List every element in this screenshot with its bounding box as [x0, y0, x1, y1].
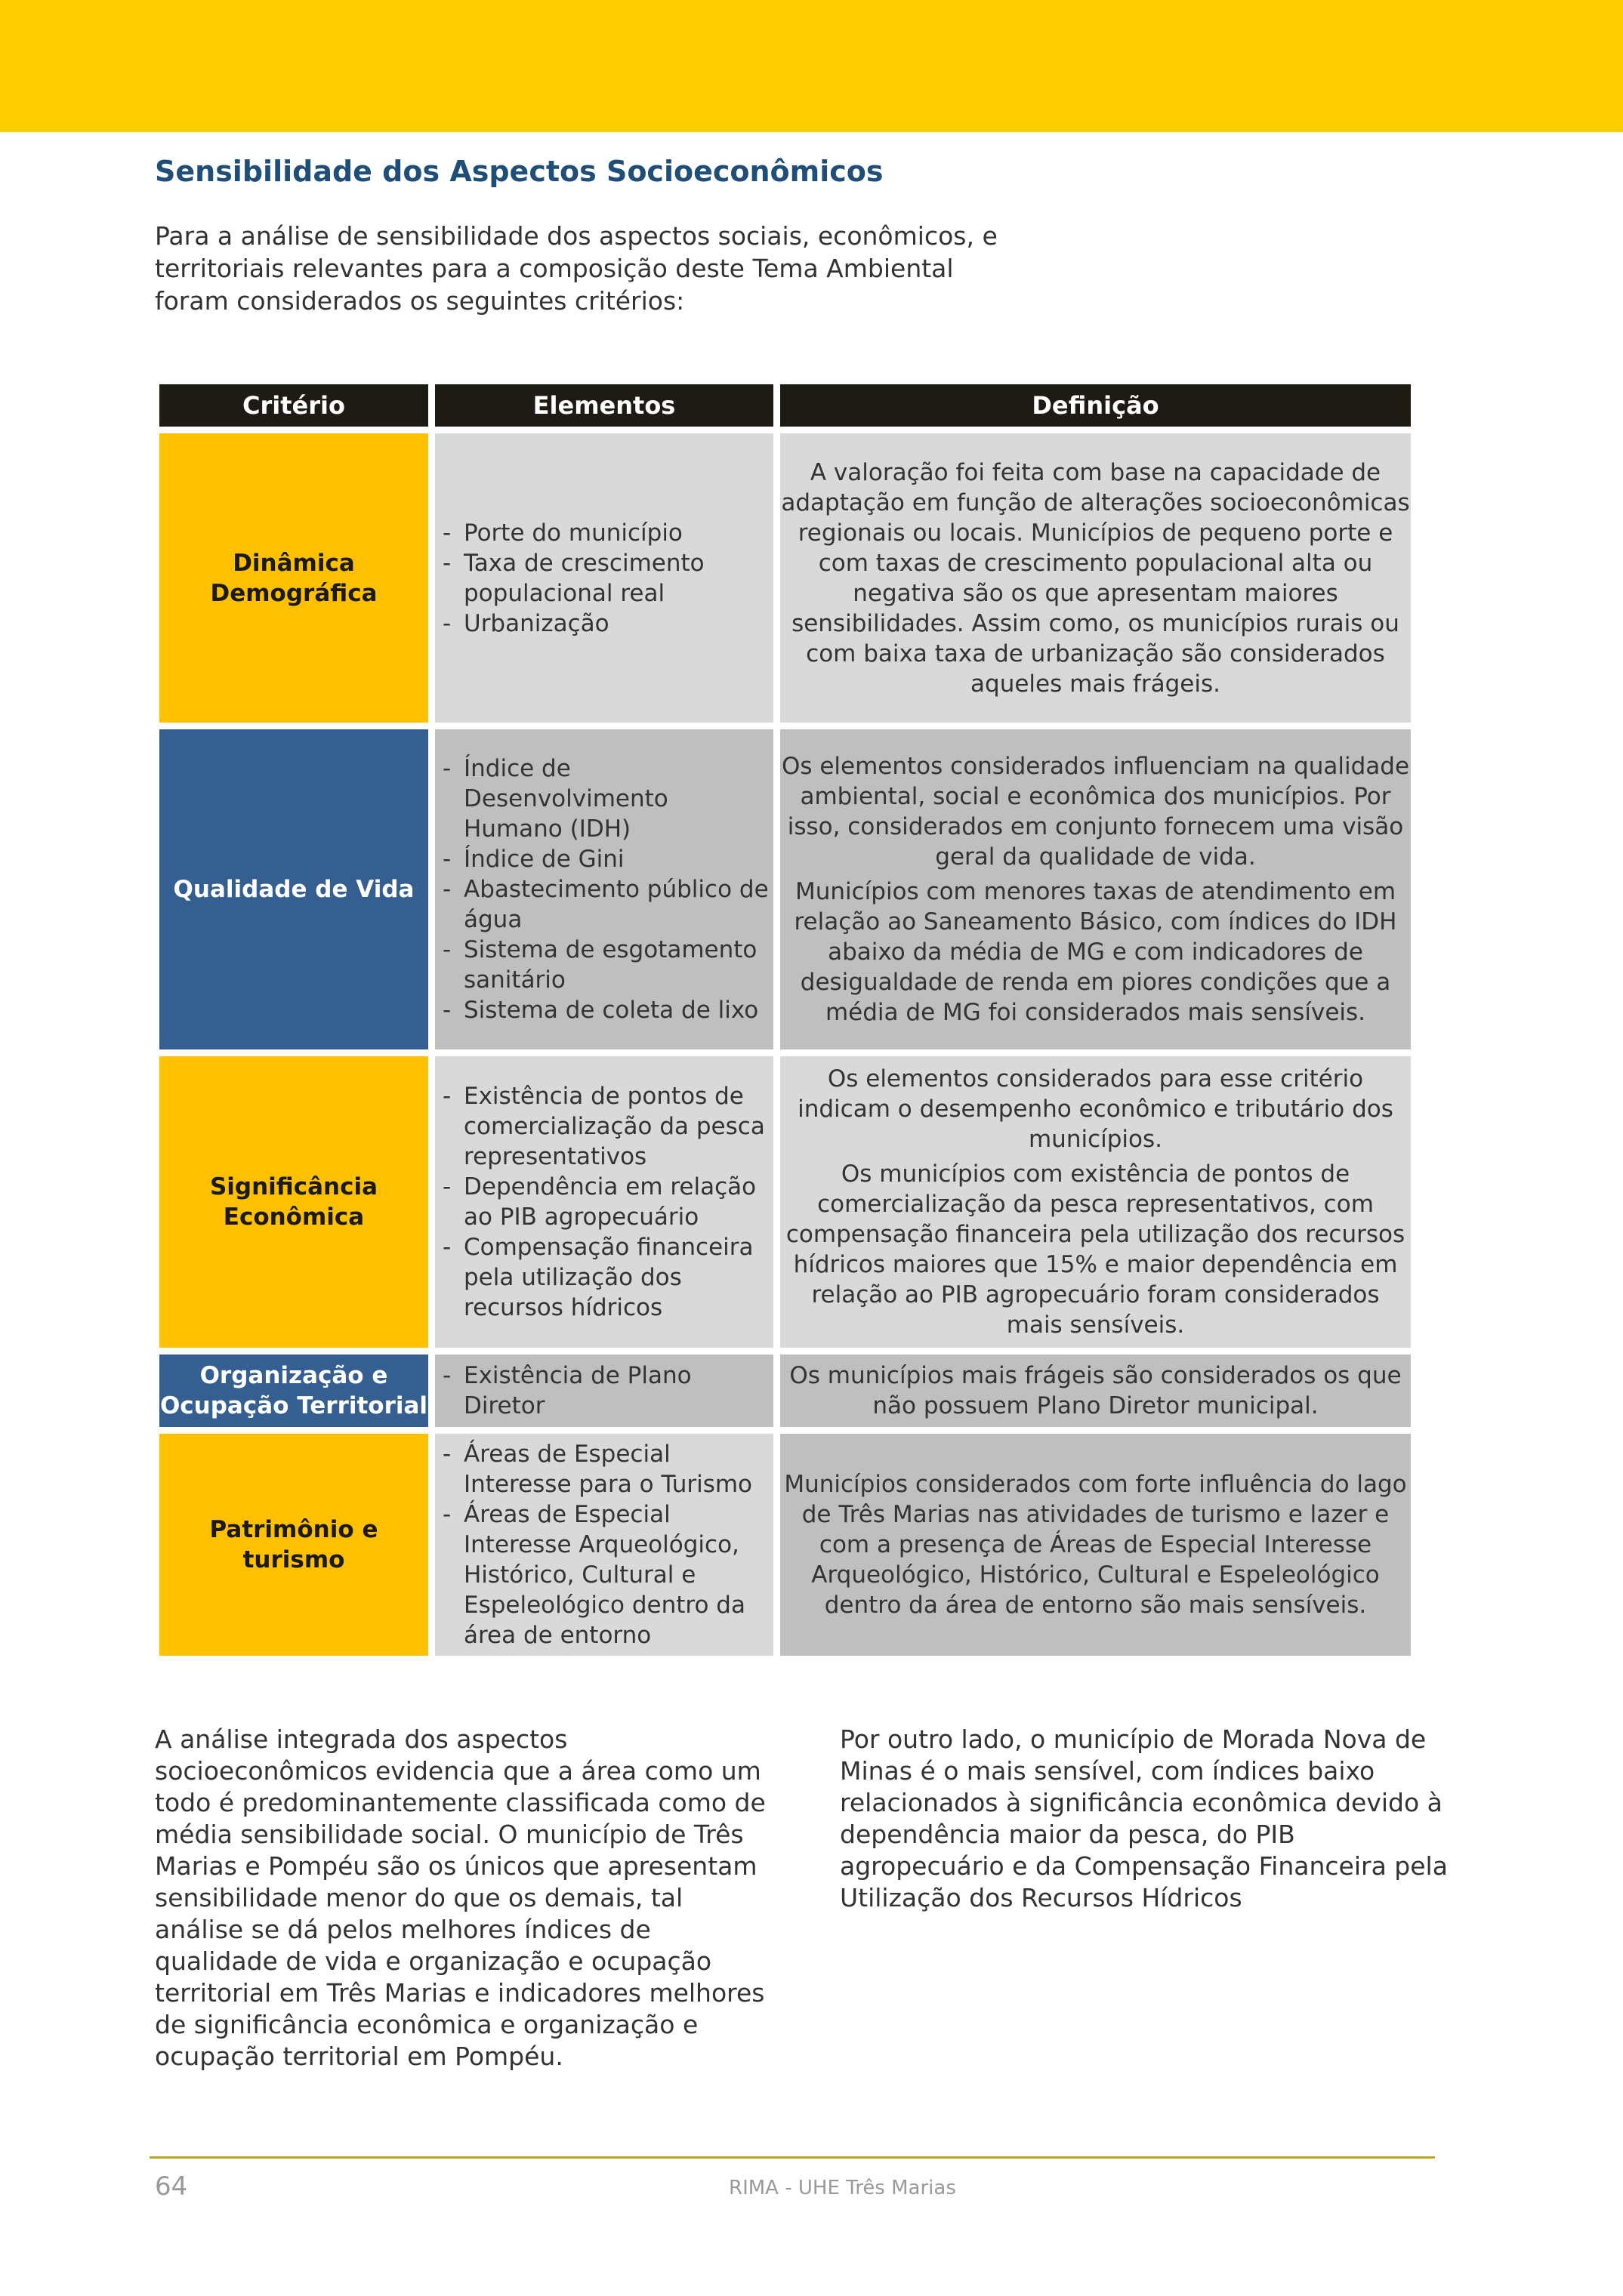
elements-list	[435, 1081, 773, 1323]
list-item: - Compensação financeira pela utilização dos recursos hídricos	[435, 1232, 769, 1323]
list-item: - Abastecimento público de água	[435, 874, 769, 935]
elements-list	[435, 1361, 773, 1421]
definition-cell	[780, 1434, 1411, 1656]
table-row	[159, 1354, 1411, 1427]
definition-text: Os elementos considerados para esse critério indicam o desempenho econômico e tributário dos municípios.	[798, 1065, 1393, 1153]
definition-text: Municípios com menores taxas de atendimento em relação ao Saneamento Básico, com índices do IDH abaixo da média de MG e com indicadores de desigualdade de renda em piores condições que a média de MG foi considerados mais sensíveis.	[794, 878, 1397, 1026]
definition-cell	[780, 729, 1411, 1049]
header-criterio: Critério	[159, 384, 428, 427]
page-number: 64	[155, 2171, 188, 2202]
definition-cell	[780, 1354, 1411, 1427]
table-header-row	[159, 384, 1411, 427]
list-item: - Dependência em relação ao PIB agropecuário	[435, 1172, 769, 1232]
table-row	[159, 1434, 1411, 1656]
definition-text: A valoração foi feita com base na capacidade de adaptação em função de alterações socioeconômicas regionais ou locais. Municípios de pequeno porte e com taxas de crescimento populacional alta ou negativa são os que apresentam maiores sensibilidades. Assim como, os municípios rurais ou com baixa taxa de urbanização são considerados aqueles mais frágeis.	[781, 458, 1410, 698]
list-item: - Áreas de Especial Interesse para o Turismo	[435, 1439, 769, 1499]
header-elementos: Elementos	[435, 384, 773, 427]
list-item: - Sistema de esgotamento sanitário	[435, 935, 769, 995]
intro-paragraph: Para a análise de sensibilidade dos aspectos sociais, econômicos, e territoriais relevantes para a composição deste Tema Ambiental foram considerados os seguintes critérios:	[155, 221, 998, 316]
criterion-cell: Dinâmica Demográfica	[159, 433, 428, 723]
table-row	[159, 433, 1411, 723]
definition-cell	[780, 433, 1411, 723]
elements-list	[435, 518, 773, 639]
criteria-table	[153, 378, 1418, 1663]
elements-cell	[435, 1354, 773, 1427]
footer-document-title: RIMA - UHE Três Marias	[729, 2177, 956, 2199]
section-title: Sensibilidade dos Aspectos Socioeconômicos	[155, 155, 884, 188]
table-row	[159, 729, 1411, 1049]
footer-divider	[150, 2156, 1435, 2159]
list-item: - Índice de Gini	[435, 844, 769, 874]
criterion-cell: Qualidade de Vida	[159, 729, 428, 1049]
list-item: - Urbanização	[435, 609, 769, 639]
list-item: - Existência de pontos de comercialização da pesca representativos	[435, 1081, 769, 1172]
body-paragraph-left: A análise integrada dos aspectos socioeconômicos evidencia que a área como um todo é predominantemente classificada como de média sensibilidade social. O município de Três Marias e Pompéu são os únicos que apresentam sensibilidade menor do que os demais, tal análise se dá pelos melhores índices de qualidade de vida e organização e ocupação territorial em Três Marias e indicadores melhores de significância econômica e organização e ocupação territorial em Pompéu.	[155, 1724, 766, 2071]
list-item: - Existência de Plano Diretor	[435, 1361, 769, 1421]
definition-text: Os municípios mais frágeis são considerados os que não possuem Plano Diretor municipal.	[789, 1362, 1402, 1419]
elements-cell	[435, 433, 773, 723]
elements-cell	[435, 1434, 773, 1656]
body-paragraph-right: Por outro lado, o município de Morada Nova de Minas é o mais sensível, com índices baixo relacionados à significância econômica devido à dependência maior da pesca, do PIB agropecuário e da Compensação Financeira pela Utilização dos Recursos Hídricos	[840, 1724, 1448, 1912]
elements-cell	[435, 1056, 773, 1348]
elements-list	[435, 1439, 773, 1650]
list-item: - Sistema de coleta de lixo	[435, 995, 769, 1025]
definition-text: Municípios considerados com forte influência do lago de Três Marias nas atividades de turismo e lazer e com a presença de Áreas de Especial Interesse Arqueológico, Histórico, Cultural e Espeleológico dentro da área de entorno são mais sensíveis.	[784, 1471, 1407, 1619]
elements-list	[435, 754, 773, 1025]
definition-cell	[780, 1056, 1411, 1348]
list-item: - Índice de Desenvolvimento Humano (IDH)	[435, 754, 769, 844]
elements-cell	[435, 729, 773, 1049]
table-row	[159, 1056, 1411, 1348]
definition-text: Os municípios com existência de pontos de comercialização da pesca representativos, com compensação financeira pela utilização dos recursos hídricos maiores que 15% e maior dependência em relação ao PIB agropecuário foram considerados mais sensíveis.	[785, 1160, 1405, 1339]
criterion-cell: Significância Econômica	[159, 1056, 428, 1348]
list-item: - Porte do município	[435, 518, 769, 548]
top-color-bar	[0, 0, 1623, 132]
definition-text: Os elementos considerados influenciam na qualidade ambiental, social e econômica dos municípios. Por isso, considerados em conjunto fornecem uma visão geral da qualidade de vida.	[781, 753, 1410, 871]
criterion-cell: Organização e Ocupação Territorial	[159, 1354, 428, 1427]
list-item: - Áreas de Especial Interesse Arqueológico, Histórico, Cultural e Espeleológico dentro da área de entorno	[435, 1499, 769, 1650]
criterion-cell: Patrimônio e turismo	[159, 1434, 428, 1656]
list-item: - Taxa de crescimento populacional real	[435, 548, 769, 609]
header-definicao: Definição	[780, 384, 1411, 427]
